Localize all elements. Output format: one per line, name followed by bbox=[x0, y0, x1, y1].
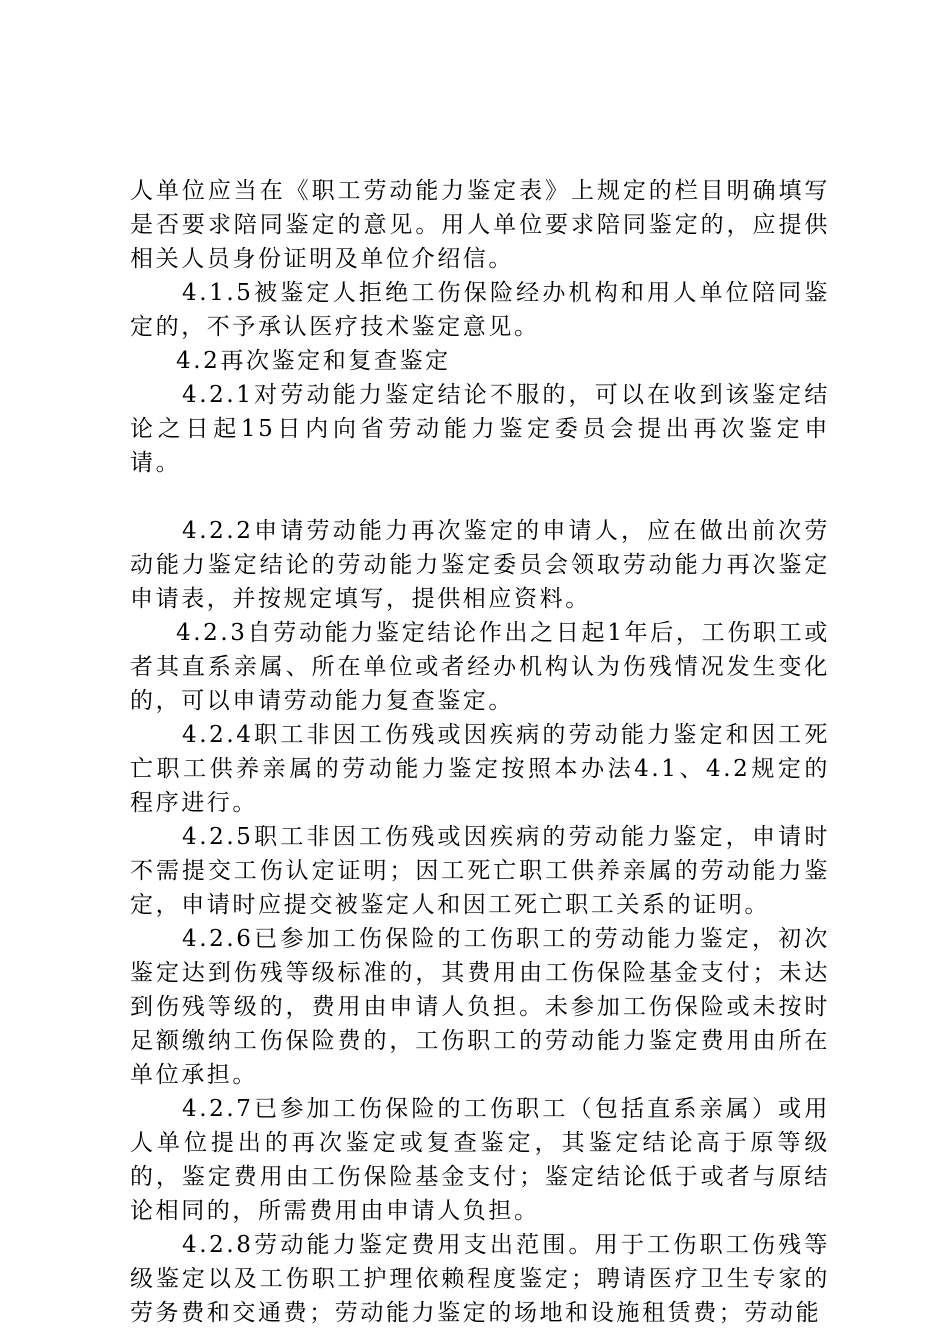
section-heading-4-2: 4.2再次鉴定和复查鉴定 bbox=[176, 348, 451, 374]
paragraph-4-2-8: 4.2.8劳动能力鉴定费用支出范围。用于工伤职工伤残等级鉴定以及工伤职工护理依赖程度鉴定；聘请医疗卫生专家的劳务费和交通费；劳动能力鉴定的场地和设施租赁费；劳动能 bbox=[130, 1232, 830, 1326]
paragraph-4-2-6: 4.2.6已参加工伤保险的工伤职工的劳动能力鉴定，初次鉴定达到伤残等级标准的，其费用由工伤保险基金支付；未达到伤残等级的，费用由申请人负担。未参加工伤保险或未按时足额缴纳工伤保险费的，工伤职工的劳动能力鉴定费用由所在单位承担。 bbox=[130, 926, 830, 1088]
paragraph-4-2-4: 4.2.4职工非因工伤残或因疾病的劳动能力鉴定和因工死亡职工供养亲属的劳动能力鉴定按照本办法4.1、4.2规定的程序进行。 bbox=[130, 722, 830, 816]
paragraph-4-2-2: 4.2.2申请劳动能力再次鉴定的申请人，应在做出前次劳动能力鉴定结论的劳动能力鉴定委员会领取劳动能力再次鉴定申请表，并按规定填写，提供相应资料。 bbox=[130, 518, 830, 612]
paragraph-4-2-7: 4.2.7已参加工伤保险的工伤职工（包括直系亲属）或用人单位提出的再次鉴定或复查鉴定，其鉴定结论高于原等级的，鉴定费用由工伤保险基金支付；鉴定结论低于或者与原结论相同的，所需费用由申请人负担。 bbox=[130, 1096, 830, 1224]
blank-line bbox=[130, 480, 830, 514]
paragraph-4-2-5: 4.2.5职工非因工伤残或因疾病的劳动能力鉴定，申请时不需提交工伤认定证明；因工死亡职工供养亲属的劳动能力鉴定，申请时应提交被鉴定人和因工死亡职工关系的证明。 bbox=[130, 824, 830, 918]
paragraph-continuation: 人单位应当在《职工劳动能力鉴定表》上规定的栏目明确填写是否要求陪同鉴定的意见。用人单位要求陪同鉴定的，应提供相关人员身份证明及单位介绍信。 bbox=[130, 178, 830, 272]
paragraph-4-1-5: 4.1.5被鉴定人拒绝工伤保险经办机构和用人单位陪同鉴定的，不予承认医疗技术鉴定意见。 bbox=[130, 280, 830, 340]
document-body bbox=[130, 174, 830, 1330]
paragraph-4-2-1: 4.2.1对劳动能力鉴定结论不服的，可以在收到该鉴定结论之日起15日内向省劳动能力鉴定委员会提出再次鉴定申请。 bbox=[130, 382, 830, 476]
paragraph-4-2-3: 4.2.3自劳动能力鉴定结论作出之日起1年后，工伤职工或者其直系亲属、所在单位或者经办机构认为伤残情况发生变化的，可以申请劳动能力复查鉴定。 bbox=[130, 620, 830, 714]
